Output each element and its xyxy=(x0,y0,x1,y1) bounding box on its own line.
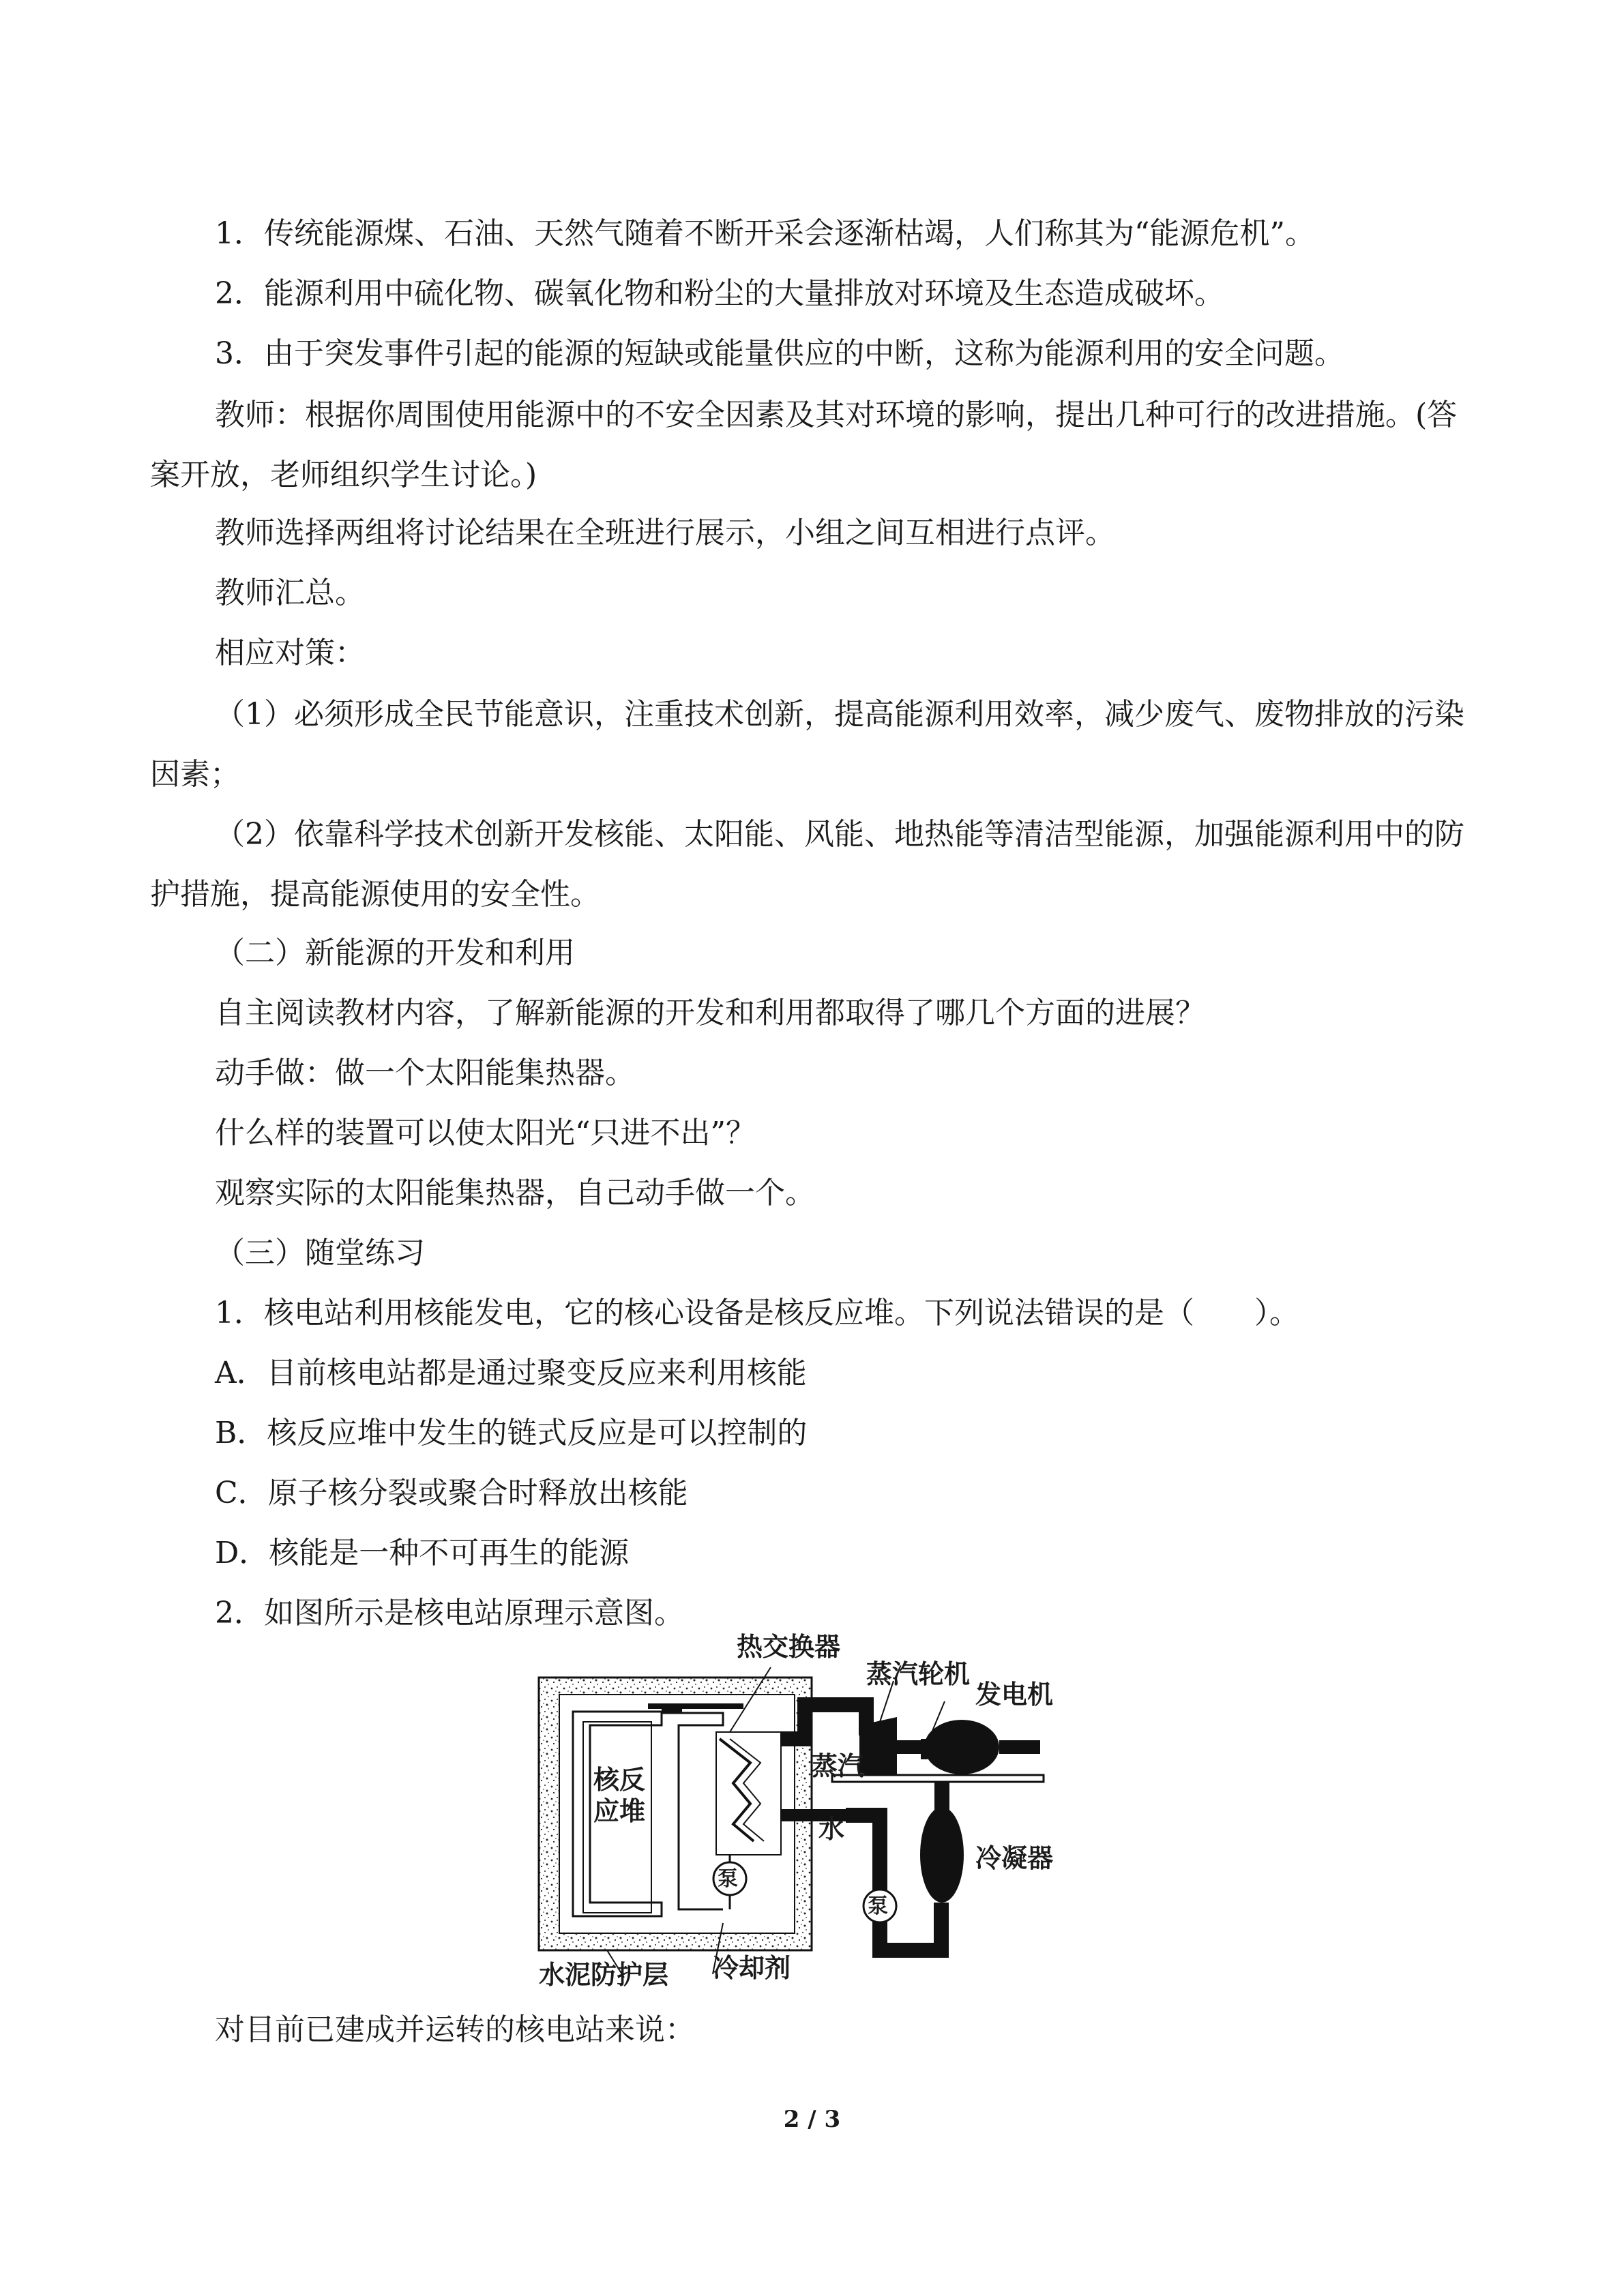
paragraph-observe: 观察实际的太阳能集热器，自己动手做一个。 xyxy=(215,1176,815,1210)
option-a: A．目前核电站都是通过聚变反应来利用核能 xyxy=(215,1356,807,1390)
paragraph-teacher-groups: 教师选择两组将讨论结果在全班进行展示，小组之间互相进行点评。 xyxy=(215,516,1115,550)
option-d: D．核能是一种不可再生的能源 xyxy=(215,1536,630,1570)
paragraph-pollution: 2．能源利用中硫化物、碳氧化物和粉尘的大量排放对环境及生态造成破坏。 xyxy=(215,276,1224,311)
paragraph-self-reading: 自主阅读教材内容，了解新能源的开发和利用都取得了哪几个方面的进展？ xyxy=(215,996,1205,1030)
label-steam-turbine: 蒸汽轮机 xyxy=(866,1658,971,1689)
section-heading-new-energy: （二）新能源的开发和利用 xyxy=(215,936,575,970)
paragraph-question-sunlight: 什么样的装置可以使太阳光“只进不出”？ xyxy=(215,1116,756,1150)
label-pump-left: 泵 xyxy=(718,1867,738,1891)
question-2: 2．如图所示是核电站原理示意图。 xyxy=(215,1596,684,1630)
label-coolant: 冷却剂 xyxy=(713,1952,791,1983)
section-heading-practice: （三）随堂练习 xyxy=(215,1236,425,1270)
label-pump-right: 泵 xyxy=(868,1894,888,1918)
label-generator: 发电机 xyxy=(975,1679,1054,1710)
label-concrete-shield: 水泥防护层 xyxy=(539,1959,669,1990)
label-reactor-line1: 核反 xyxy=(593,1764,646,1795)
label-water: 水 xyxy=(818,1813,845,1844)
paragraph-teacher-summary: 教师汇总。 xyxy=(215,576,365,610)
paragraph-current-plants: 对目前已建成并运转的核电站来说： xyxy=(215,2012,695,2047)
turbine-platform xyxy=(832,1775,1044,1782)
paragraph-countermeasures: 相应对策： xyxy=(215,636,365,670)
question-1: 1．核电站利用核能发电，它的核心设备是核反应堆。下列说法错误的是（ ）。 xyxy=(215,1296,1299,1330)
option-c: C．原子核分裂或聚合时释放出核能 xyxy=(215,1476,688,1510)
paragraph-energy-crisis: 1．传统能源煤、石油、天然气随着不断开采会逐渐枯竭，人们称其为“能源危机”。 xyxy=(215,216,1315,251)
paragraph-teacher-question: 教师：根据你周围使用能源中的不安全因素及其对环境的影响，提出几种可行的改进措施。(答案开放，老师组织学生讨论。) xyxy=(150,398,1458,492)
steam-turbine xyxy=(859,1717,897,1780)
condenser xyxy=(920,1807,964,1903)
paragraph-measure-1: （1）必须形成全民节能意识，注重技术创新，提高能源利用效率，减少废气、废物排放的污染因素； xyxy=(150,697,1464,792)
label-heat-exchanger: 热交换器 xyxy=(737,1631,841,1662)
label-steam: 蒸汽 xyxy=(812,1750,864,1781)
label-condenser: 冷凝器 xyxy=(975,1843,1054,1873)
paragraph-safety: 3．由于突发事件引起的能源的短缺或能量供应的中断，这称为能源利用的安全问题。 xyxy=(215,336,1344,371)
page-number: 2 / 3 xyxy=(783,2106,841,2133)
option-b: B．核反应堆中发生的链式反应是可以控制的 xyxy=(215,1416,808,1450)
paragraph-measure-2: （2）依靠科学技术创新开发核能、太阳能、风能、地热能等清洁型能源，加强能源利用中的防护措施，提高能源使用的安全性。 xyxy=(150,817,1464,912)
nuclear-plant-diagram xyxy=(525,1631,1112,1991)
generator xyxy=(924,1720,999,1774)
label-reactor-line2: 应堆 xyxy=(593,1795,646,1826)
paragraph-hands-on: 动手做：做一个太阳能集热器。 xyxy=(215,1056,635,1090)
